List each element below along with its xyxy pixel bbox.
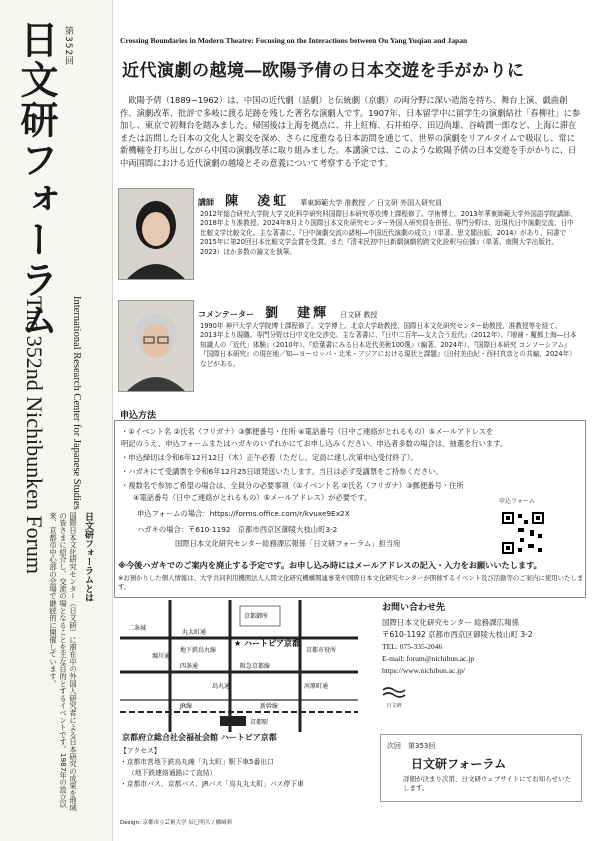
contact-url[interactable]: https://www.nichibun.ac.jp/ xyxy=(382,666,466,675)
map-label-horikawa: 堀川通 xyxy=(152,653,171,660)
commentator-bio: 1990年 神戸大学大学院博士課程修了。文学博士。北京大学助教授、国際日本文化研究センター助教授、准教授等を経て、2013年より現職。専門分野は日中文化交渉史。主な著書に、『日中二百年―支え合う近代』（2012年）、『増補・魔都上海―日本知識人の「近代」体験』（2010年）、『絵葉書にみる日本近代美術100選』（編著、2024年）、『国際日本研究 コンソーシアム』『国際日本研究』の現在地／知―ヨーロッパ・北米・アジアにおける現状と課題』（田村美由紀・西村真彦との共編、2024年）などがある。 xyxy=(200,322,577,368)
map-label-kyoto-station: 京都駅 xyxy=(250,719,269,726)
contact-tel: TEL: 075-335-2046 xyxy=(382,642,443,651)
map-label-kawaramachi: 河原町通 xyxy=(304,683,329,690)
map-label-marutamachi: 丸太町通 xyxy=(182,629,207,636)
commentator-header xyxy=(198,302,377,321)
access-line-2: （地下鉄連絡通路にて直結） xyxy=(128,769,217,777)
commentator-photo xyxy=(118,300,194,392)
access-title: 【アクセス】 xyxy=(120,747,161,755)
map-label-city-hall: 京都市役所 xyxy=(306,647,337,654)
map-label-gosho: 京都御所 xyxy=(244,613,269,620)
logo-text: 日文研 xyxy=(386,703,402,709)
map-venue-mark: ★ ハートピア京都 xyxy=(234,639,300,648)
map-label-subway: 地下鉄烏丸線 xyxy=(180,647,217,654)
qr-label: 申込フォーム xyxy=(499,498,535,505)
lecturer-photo xyxy=(118,188,194,280)
map-label-nijo: 二条城 xyxy=(128,625,147,632)
commentator-role: コメンテーター xyxy=(198,310,254,319)
apply-title: 申込方法 xyxy=(120,411,157,421)
next-title: 日文研フォーラム xyxy=(411,757,507,771)
issue-label: 第352回 xyxy=(63,26,73,67)
apply-box xyxy=(114,420,586,598)
apply-form-url[interactable]: 申込フォームの場合：https://forms.office.com/r/kvuxe9Ex2X xyxy=(137,509,350,518)
about-body: 国際日本文化研究センター（日文研）に滞在中の外国人研究者による日本研究の成果を地域の皆さまに紹介し、交流の場となることを主な目的とするイベントです。1987年の設立以来、京都市中心部の会場で継続的に開催しています。 xyxy=(49,512,78,812)
lecturer-name: 陳 凌虹 xyxy=(225,194,290,209)
map-label-shijo: 四条通 xyxy=(180,663,199,670)
privacy-text: ※お預かりした個人情報は、大学共同利用機関法人人間文化研究機構関連事業や国際日本文化研究センターが開催するイベント及び活動等のご案内に使用いたします。 xyxy=(118,574,584,591)
commentator-affiliation: 日文研 教授 xyxy=(340,311,378,319)
contact-org: 国際日本文化研究センター 総務課広報係 xyxy=(382,618,520,627)
map-label-shinkansen: 新幹線 xyxy=(260,703,279,710)
next-label: 次回 第353回 xyxy=(387,742,436,750)
apply-line-6: ④電話番号（日中ご連絡がとれるもの）⑤メールアドレス）が必要です。 xyxy=(133,493,372,502)
contact-address: 〒610-1192 京都市西京区御陵大枝山町 3-2 xyxy=(382,630,533,639)
map-label-jr: JR線 xyxy=(180,703,192,710)
apply-line-4: ・ハガキにて受講票を令和6年12月25日頃発送いたします。当日は必ず受講票をご持参ください。 xyxy=(121,467,443,476)
intro-text: 欧陽予倩（1889−1962）は、中国の近代劇（話劇）と伝統劇（京劇）の両分野に深い造詣を持ち、舞台上演、戯曲創作、演劇改革、批評で多岐に渡る足跡を残した著名な演劇人です。1907年、日本留学中に留学生の演劇結社「春柳社」に参加し、東京で初舞台を踏みました。帰国後は上海を拠点に、井上紅梅、石井柏亭、田辺尚雄、谷崎潤一郎など、上海に滞在または訪問した日本の文化人と親交を深め、さらに度重なる日本訪問を通じて、世界の演劇をリアルタイムで吸収し、常に新機軸を打ち出しながら中国の演劇改革に取り組みました。本講演では、このような欧陽予倩の日本交遊を手がかりに、日中両国間における近代演劇の越境とその意義について考察する予定です。 xyxy=(120,95,581,168)
apply-postcard-address: ハガキの場合：〒610-1192 京都市西京区御陵大枝山町3-2 xyxy=(137,525,338,534)
english-org-name: International Research Center for Japanese Studies xyxy=(71,296,82,510)
apply-postcard-recipient: 国際日本文化研究センター総務課広報係「日文研フォーラム」担当宛 xyxy=(175,539,401,548)
contact-block xyxy=(382,600,582,709)
notice-text: ※今後ハガキでのご案内を廃止する予定です。お申し込み時にはメールアドレスの記入・入力をお願いいたします。 xyxy=(118,560,542,570)
commentator-name: 劉 建輝 xyxy=(265,306,330,321)
logo-wave-icon xyxy=(382,686,406,698)
next-forum-box xyxy=(380,734,582,802)
access-line-1: ・京都市営地下鉄烏丸線「丸太町」駅下車5番出口 xyxy=(120,758,274,766)
english-forum-title: The 352nd Nichibunken Forum xyxy=(22,296,47,575)
english-subtitle: Crossing Boundaries in Modern Theatre: Focusing on the Interactions between Ou Yang Yuqian and Japan xyxy=(120,36,468,45)
about-title: 日文研フォーラムとは xyxy=(83,512,93,602)
apply-line-2: 明記のうえ、申込フォームまたはハガキのいずれかにてお申し込みください。申込者多数の場合は、抽選を行います。 xyxy=(121,439,508,448)
map-label-hankyu: 阪急京都線 xyxy=(240,663,271,670)
access-info xyxy=(120,746,370,790)
map-label-karasuma: 烏丸通 xyxy=(212,683,231,690)
access-map xyxy=(120,600,358,732)
apply-line-3: ・申込締切は令和6年12月12日（木）正午必着（ただし、定員に達し次第申込受付終了）。 xyxy=(121,453,418,462)
lecturer-affiliation: 華東師範大学 准教授 ／ 日文研 外国人研究員 xyxy=(300,199,443,207)
contact-email[interactable]: E-mail: forum@nichibun.ac.jp xyxy=(382,654,475,663)
lecturer-role: 講師 xyxy=(198,198,214,207)
japanese-title: 近代演劇の越境―欧陽予倩の日本交遊を手がかりに xyxy=(122,61,525,81)
venue-name: 京都府立総合社会福祉会館 ハートピア京都 xyxy=(122,733,277,742)
design-credit: Design: 京都市立芸術大学 辰巳明久 / 橋﨑彩 xyxy=(120,820,233,826)
next-body: 詳細が決まり次第、日文研ウェブサイトにてお知らせいたします。 xyxy=(403,775,572,792)
forum-vertical-title: 日文研フォーラム xyxy=(14,20,58,340)
apply-line-1: ・①イベント名 ②氏名（フリガナ）③郵便番号・住所 ④電話番号（日中ご連絡がとれるもの）⑤メールアドレスを xyxy=(121,427,494,436)
lecturer-bio: 2012年総合研究大学院大学文化科学研究科国際日本研究専攻博士課程修了。学術博士。2013年華東師範大学外国語学院講師、2018年より准教授。2024年8月より国際日本文化研究センター外国人研究員を併任。専門分野は、近現代日中演劇交流、日中比較文学比較文化。主な著書に、『日中演劇交流の諸相―中国近代演劇の成立』（単著、思文閣出版、2014）があり、同書で2015年に第20回日本比較文学会賞を受賞。また『清末民初中日新劇演劇的跨文化詮釈与伝播』（単著、南開大学出版社、2023）ほか多数の論文を執筆。 xyxy=(200,210,577,256)
contact-title: お問い合わせ先 xyxy=(382,603,446,613)
lecturer-header xyxy=(198,190,442,209)
nichibunken-logo xyxy=(382,683,406,709)
access-line-3: ・京都市バス、京都バス、JRバス「烏丸丸太町」バス停下車 xyxy=(120,780,304,788)
apply-line-5: ・複数名で参加ご希望の場合は、全員分の必要事項（①イベント名 ②氏名（フリガナ）③郵便番号・住所 xyxy=(121,481,464,490)
qr-code[interactable] xyxy=(500,510,546,556)
